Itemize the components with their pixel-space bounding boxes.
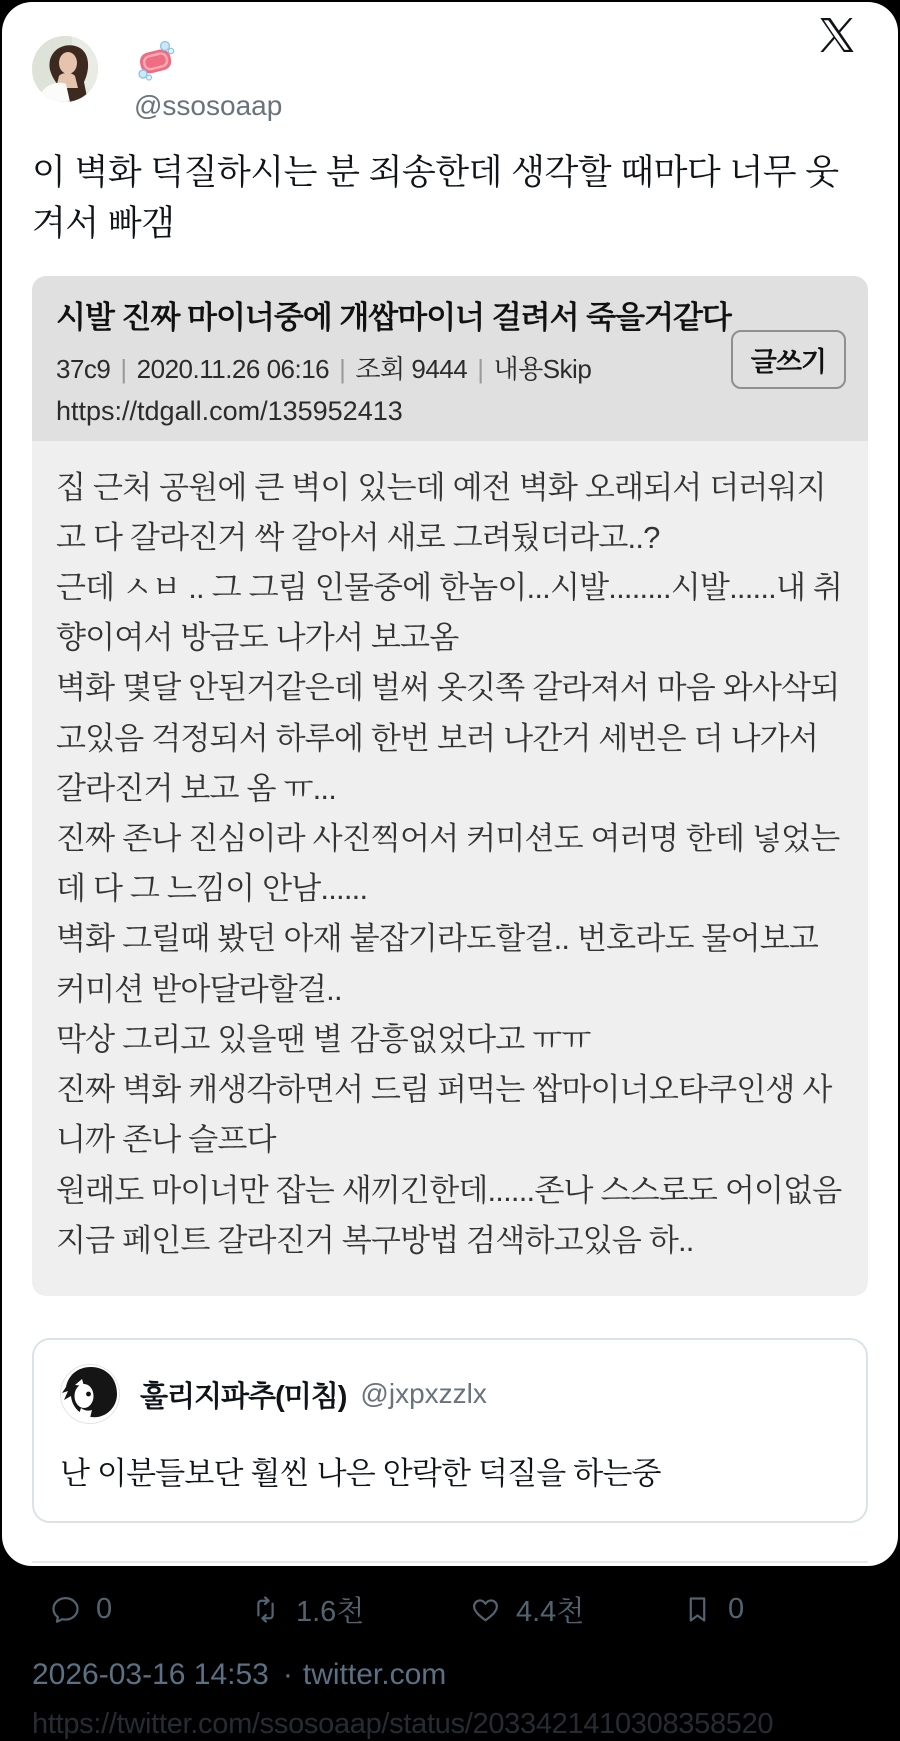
heart-icon — [470, 1594, 501, 1625]
embed-post-url: https://tdgall.com/135952413 — [56, 395, 403, 426]
bookmark-icon — [682, 1594, 713, 1625]
x-logo-icon[interactable] — [820, 18, 854, 52]
like-count: 4.4천 — [516, 1596, 585, 1628]
quoted-tweet-text: 난 이분들보단 훨씬 나은 안락한 덕질을 하는중 — [60, 1456, 661, 1491]
embed-post-meta — [56, 349, 844, 386]
embed-body-line: 벽화 그릴때 봤던 아재 붙잡기라도할걸.. 번호라도 물어보고 커미션 받아달라할걸.. — [56, 921, 819, 1007]
embed-body-line: 집 근처 공원에 큰 벽이 있는데 예전 벽화 오래되서 더러워지고 다 갈라진거 싹 갈아서 새로 그려뒀더라고..? — [56, 469, 826, 555]
dot-separator: · — [282, 1658, 293, 1691]
quoted-user-name: 훌리지파추(미침) — [140, 1380, 347, 1413]
meta-separator: | — [339, 353, 346, 384]
reply-bubble-icon — [50, 1594, 81, 1625]
embed-body-line: 원래도 마이너만 잡는 새끼긴한데......존나 스스로도 어이없음 — [56, 1172, 842, 1208]
reply-count: 0 — [96, 1593, 113, 1625]
name-block — [134, 36, 282, 122]
bookmark-button[interactable] — [682, 1589, 868, 1630]
retweet-button[interactable] — [250, 1589, 470, 1630]
embed-body-line: 벽화 몇달 안된거같은데 벌써 옷깃쪽 갈라져서 마음 와사삭되고있음 걱정되서 하루에 한번 보러 나간거 세번은 더 나가서 갈라진거 보고 옴 ㅠ... — [56, 670, 840, 806]
meta-separator: | — [477, 353, 484, 384]
quoted-avatar[interactable] — [60, 1364, 120, 1424]
reply-button[interactable] — [50, 1589, 250, 1630]
quoted-avatar-art — [61, 1365, 119, 1423]
embedded-post-image[interactable] — [32, 276, 868, 1297]
user-handle[interactable]: @ssosoaap — [134, 90, 283, 121]
tweet-url[interactable]: https://twitter.com/ssosoaap/status/2033421410308358520 — [32, 1708, 774, 1740]
tweet-text: 이 벽화 덕질하시는 분 죄송한데 생각할 때마다 너무 웃겨서 빠갬 — [32, 153, 839, 243]
quoted-tweet-card[interactable] — [32, 1338, 868, 1523]
embed-post-title: 시발 진짜 마이너중에 개쌉마이너 걸려서 죽을거같다 — [56, 299, 731, 335]
embed-body-line: 근데 ㅅㅂ .. 그 그림 인물중에 한놈이...시발........시발......내 취향이여서 방금도 나가서 보고옴 — [56, 569, 843, 656]
meta-views: 조회 9444 — [355, 353, 468, 384]
source-domain: twitter.com — [302, 1658, 447, 1691]
meta-author: 37c9 — [56, 353, 111, 384]
quoted-user-handle: @jxpxzzlx — [360, 1378, 487, 1409]
meta-skip: 내용Skip — [493, 353, 592, 384]
quoted-tweet-header — [60, 1364, 840, 1424]
embed-body-line: 막상 그리고 있을땐 별 감흥없었다고 ㅠㅠ — [56, 1021, 591, 1057]
retweet-count: 1.6천 — [296, 1596, 365, 1628]
tweet-card — [2, 2, 898, 1740]
retweet-icon — [250, 1594, 281, 1625]
embed-body-line: 진짜 벽화 캐생각하면서 드림 퍼먹는 쌉마이너오타쿠인생 사니까 존나 슬프다 — [56, 1072, 832, 1158]
embed-body-line: 진짜 존나 진심이라 사진찍어서 커미션도 여러명 한테 넣었는데 다 그 느낌이 안남...... — [56, 821, 840, 907]
meta-datetime: 2020.11.26 06:16 — [136, 353, 330, 384]
write-post-button[interactable]: 글쓰기 — [731, 330, 846, 389]
embed-header — [32, 276, 868, 441]
action-bar — [32, 1563, 868, 1638]
avatar-photo — [32, 36, 98, 102]
tweet-header — [32, 2, 868, 122]
bookmark-count: 0 — [728, 1593, 745, 1625]
embed-body-line: 지금 페인트 갈라진거 복구방법 검색하고있음 하.. — [56, 1222, 694, 1258]
embed-body — [32, 441, 868, 1297]
like-button[interactable] — [470, 1589, 682, 1630]
meta-separator: | — [120, 353, 127, 384]
avatar[interactable] — [32, 36, 98, 102]
footer-timestamp-row — [32, 1658, 868, 1692]
timestamp: 2026-03-16 14:53 — [32, 1658, 269, 1691]
soap-emoji — [134, 40, 176, 82]
